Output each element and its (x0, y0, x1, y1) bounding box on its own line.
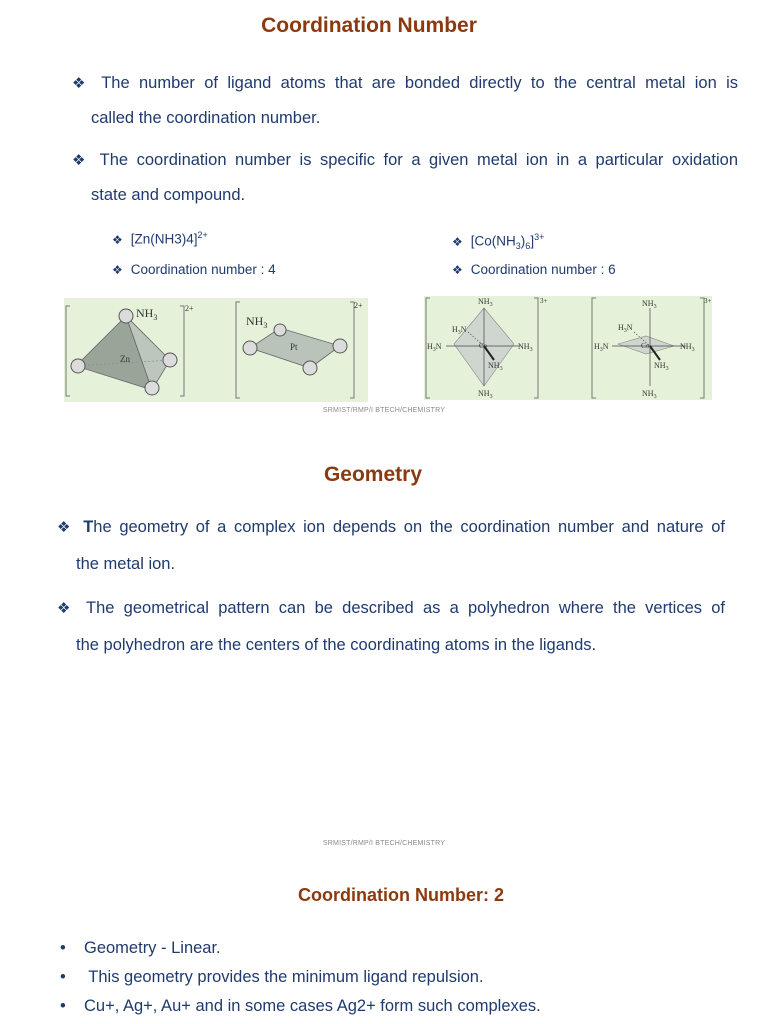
diamond-bullet-icon: ❖ (452, 263, 463, 277)
diamond-bullet-icon: ❖ (112, 232, 123, 247)
diamond-bullet-icon: ❖ (72, 75, 91, 92)
svg-text:H3N: $H_3N$ (594, 342, 609, 353)
example-co-cn: ❖ Coordination number : 6 (452, 262, 616, 277)
example-zn-formula: ❖ $[Zn(NH3)4]^{2+}$ (112, 230, 208, 247)
svg-text:NH3: $NH_3$ (518, 342, 533, 353)
diamond-bullet-icon: ❖ (452, 234, 463, 249)
example-zn-cn: ❖ Coordination number : 4 (112, 262, 276, 277)
svg-text:Zn: Zn (120, 354, 130, 364)
svg-text:2+: 2+ (354, 301, 363, 310)
list-item: • Cu+, Ag+, Au+ and in some cases Ag2+ form such complexes. (60, 997, 541, 1015)
diamond-bullet-icon: ❖ (57, 600, 76, 617)
diagram-cn6-structures (424, 296, 712, 400)
section-title-coordination-number-2: Coordination Number: 2 (298, 885, 504, 905)
svg-text:3+: 3+ (704, 297, 712, 305)
paragraph-definition: ❖ The number of ligand atoms that are bonded directly to the central metal ion is called the coordination number. (72, 74, 738, 127)
section-title-geometry: Geometry (323, 463, 423, 486)
svg-text:NH3: $NH_3$ (488, 361, 503, 372)
list-item: • This geometry provides the minimum ligand repulsion. (60, 968, 484, 986)
svg-text:3+: 3+ (540, 297, 548, 305)
svg-text:H3N: $H_3N$ (452, 325, 467, 336)
svg-text:NH3: $NH_3$ (680, 342, 695, 353)
section-title-coordination-number: Coordination Number (261, 14, 477, 37)
svg-text:NH3: $NH_3$ (478, 297, 493, 308)
diagram-cn4-structures (64, 298, 368, 402)
diamond-bullet-icon: ❖ (57, 519, 74, 536)
diamond-bullet-icon: ❖ (72, 152, 90, 169)
footer-credit-1: SRMIST/RMP/I BTECH/CHEMISTRY (322, 407, 446, 414)
svg-text:Co: Co (641, 342, 650, 350)
example-co-formula: ❖ $[Co(NH_3)_6]^{3+}$ (452, 232, 545, 252)
paragraph-geometry-depends: ❖ The geometry of a complex ion depends on the coordination number and nature of the metal ion. (57, 518, 725, 573)
cn4-structures-svg (64, 298, 368, 402)
svg-text:2+: 2+ (185, 304, 194, 313)
svg-text:H3N: $H_3N$ (618, 323, 633, 334)
cn2-bullet-list (60, 934, 740, 1021)
svg-text:H3N: $H_3N$ (427, 342, 442, 353)
list-item: • Geometry - Linear. (60, 939, 221, 957)
diamond-bullet-icon: ❖ (112, 263, 123, 277)
svg-text:NH3: $NH_3$ (246, 314, 268, 330)
svg-text:NH3: $NH_3$ (136, 306, 158, 322)
paragraph-specificity: ❖ The coordination number is specific for a given metal ion in a particular oxidation state and compound. (72, 151, 738, 204)
svg-text:NH3: $NH_3$ (642, 389, 657, 400)
svg-text:Co: Co (479, 342, 488, 350)
cn6-structures-svg (424, 296, 712, 400)
paragraph-polyhedron: ❖ The geometrical pattern can be described as a polyhedron where the vertices of the polyhedron are the centers of the coordinating atoms in the ligands. (57, 599, 725, 654)
svg-text:NH3: $NH_3$ (478, 389, 493, 400)
footer-credit-2: SRMIST/RMP/I BTECH/CHEMISTRY (322, 840, 446, 847)
svg-text:NH3: $NH_3$ (642, 299, 657, 310)
svg-text:NH3: $NH_3$ (654, 361, 669, 372)
svg-text:Pt: Pt (290, 342, 298, 352)
